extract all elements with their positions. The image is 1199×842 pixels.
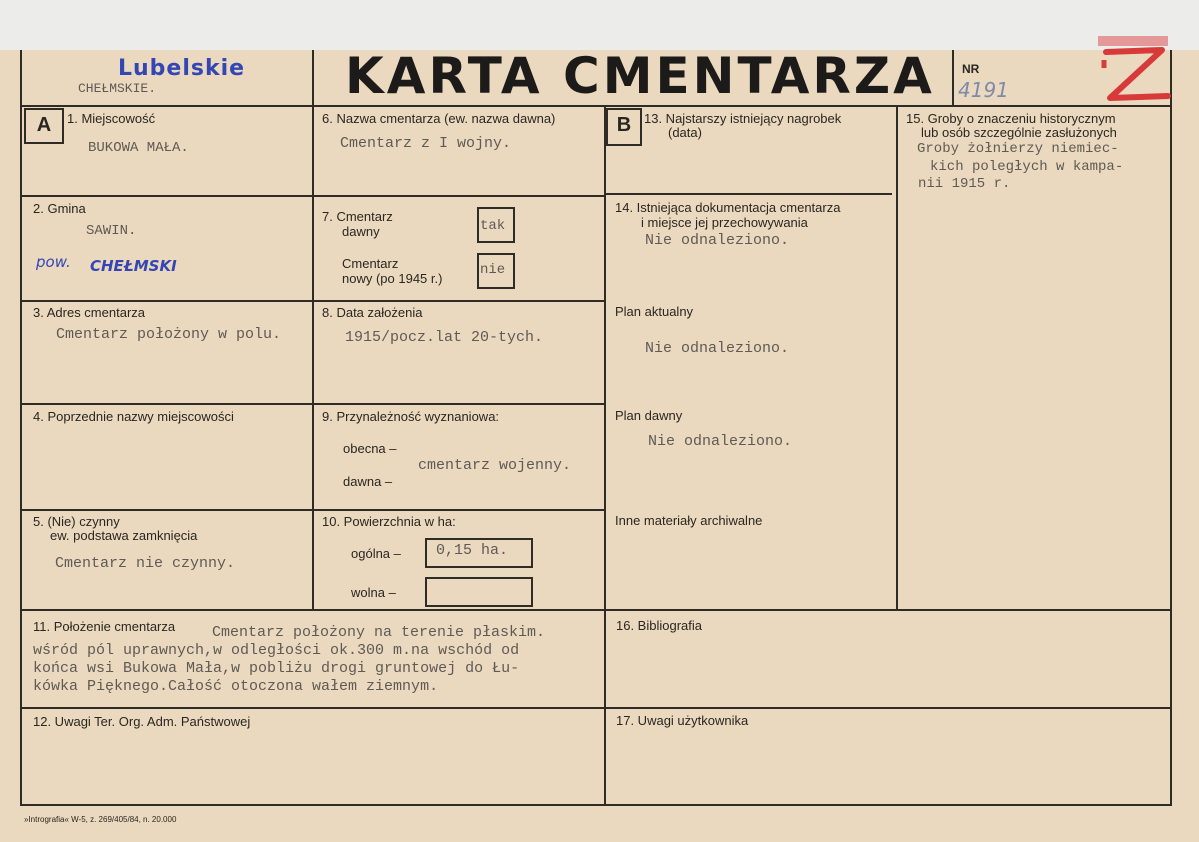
f6-label: 6. Nazwa cmentarza (ew. nazwa dawna) (322, 111, 556, 126)
f7-new-label-2: nowy (po 1945 r.) (342, 271, 443, 286)
f9-label: 9. Przynależność wyznaniowa: (322, 409, 500, 424)
f15-value-1: Groby żołnierzy niemiec- (917, 141, 1119, 157)
frame-left (20, 50, 22, 806)
row-rule-1 (22, 195, 604, 197)
f10-free-label: wolna – (351, 585, 396, 600)
plan-current-label: Plan aktualny (615, 304, 694, 319)
f9-former-label: dawna – (343, 474, 393, 489)
f12-label: 12. Uwagi Ter. Org. Adm. Państwowej (33, 714, 251, 729)
f17-label: 17. Uwagi użytkownika (616, 713, 749, 728)
f1-label: 1. Miejscowość (67, 111, 156, 126)
plan-current-value: Nie odnaleziono. (645, 340, 790, 357)
f15-sublabel: lub osób szczególnie zasłużonych (921, 125, 1117, 140)
f1-value: BUKOWA MAŁA. (88, 140, 189, 156)
f13-sublabel: (data) (668, 125, 702, 140)
region-stamp: Lubelskie (118, 56, 246, 81)
f15-value-2: kich poległych w kampa- (930, 159, 1124, 175)
f11-line-2: wśród pól uprawnych,w odległości ok.300 m.na wschód od (33, 642, 520, 659)
f14-sublabel: i miejsce jej przechowywania (641, 215, 808, 230)
nr-label: NR (962, 62, 980, 76)
f3-value: Cmentarz położony w polu. (56, 326, 282, 343)
f9-current-label: obecna – (343, 441, 397, 456)
f13-label: 13. Najstarszy istniejący nagrobek (644, 111, 842, 126)
f5-value: Cmentarz nie czynny. (55, 555, 236, 572)
f15-value-3: nii 1915 r. (918, 176, 1011, 192)
section-a-letter: A (36, 114, 52, 136)
row-rule-5 (20, 609, 1172, 611)
f5-sublabel: ew. podstawa zamknięcia (50, 528, 198, 543)
row-rule-6 (20, 707, 1172, 709)
section-b-letter: B (616, 114, 632, 136)
f11-line-3: końca wsi Bukowa Mała,w pobliżu drogi gruntowej do Łu- (33, 660, 520, 677)
f14-label: 14. Istniejąca dokumentacja cmentarza (615, 200, 841, 215)
f8-value: 1915/pocz.lat 20-tych. (345, 329, 544, 346)
f2-label: 2. Gmina (33, 201, 86, 216)
f2-value: SAWIN. (86, 223, 137, 239)
f6-value: Cmentarz z I wojny. (340, 135, 512, 152)
f11-label: 11. Położenie cmentarza (33, 619, 176, 634)
nr-rule (952, 50, 954, 106)
f14-value: Nie odnaleziono. (645, 232, 790, 249)
top-binding-strip (0, 0, 1199, 51)
f7-new-value: nie (480, 262, 506, 278)
col-rule-1 (312, 50, 314, 610)
f7-old-value: tak (480, 218, 506, 234)
district-stamp: CHEŁMSKIE. (78, 81, 157, 96)
col-rule-3 (896, 105, 898, 610)
frame-bottom (20, 804, 1172, 806)
f10-free-box (425, 577, 533, 607)
f9-value: cmentarz wojenny. (418, 457, 572, 474)
f11-line-4: kówka Pięknego.Całość otoczona wałem ziemnym. (33, 678, 439, 695)
frame-right (1170, 50, 1172, 806)
f4-label: 4. Poprzednie nazwy miejscowości (33, 409, 234, 424)
f2-hand-district: CHEŁMSKI (90, 257, 177, 275)
f3-label: 3. Adres cmentarza (33, 305, 145, 320)
header-rule (20, 105, 1172, 107)
row-rule-2 (22, 300, 604, 302)
col-rule-2 (604, 105, 606, 805)
nr-value: 4191 (958, 78, 1009, 102)
printer-imprint: »Intrografia« W-5, z. 269/405/84, n. 20.000 (24, 815, 177, 824)
row-rule-4 (22, 509, 604, 511)
f7-new-label-1: Cmentarz (342, 256, 399, 271)
f11-line-1: Cmentarz położony na terenie płaskim. (212, 624, 546, 641)
f7-label: 7. Cmentarz (322, 209, 393, 224)
archival-label: Inne materiały archiwalne (615, 513, 763, 528)
row-rule-b (606, 193, 892, 195)
plan-former-label: Plan dawny (615, 408, 683, 423)
f10-total-label: ogólna – (351, 546, 401, 561)
row-rule-3 (22, 403, 604, 405)
f15-label: 15. Groby o znaczeniu historycznym (906, 111, 1116, 126)
f5-label: 5. (Nie) czynny (33, 514, 120, 529)
f7-old-label: dawny (342, 224, 380, 239)
f8-label: 8. Data założenia (322, 305, 423, 320)
f2-hand-pow: pow. (36, 253, 71, 271)
red-z-mark (1096, 36, 1172, 106)
plan-former-value: Nie odnaleziono. (648, 433, 793, 450)
f10-total-value: 0,15 ha. (436, 542, 509, 559)
f10-label: 10. Powierzchnia w ha: (322, 514, 456, 529)
page-title: KARTA CMENTARZA (345, 47, 935, 105)
f16-label: 16. Bibliografia (616, 618, 702, 633)
